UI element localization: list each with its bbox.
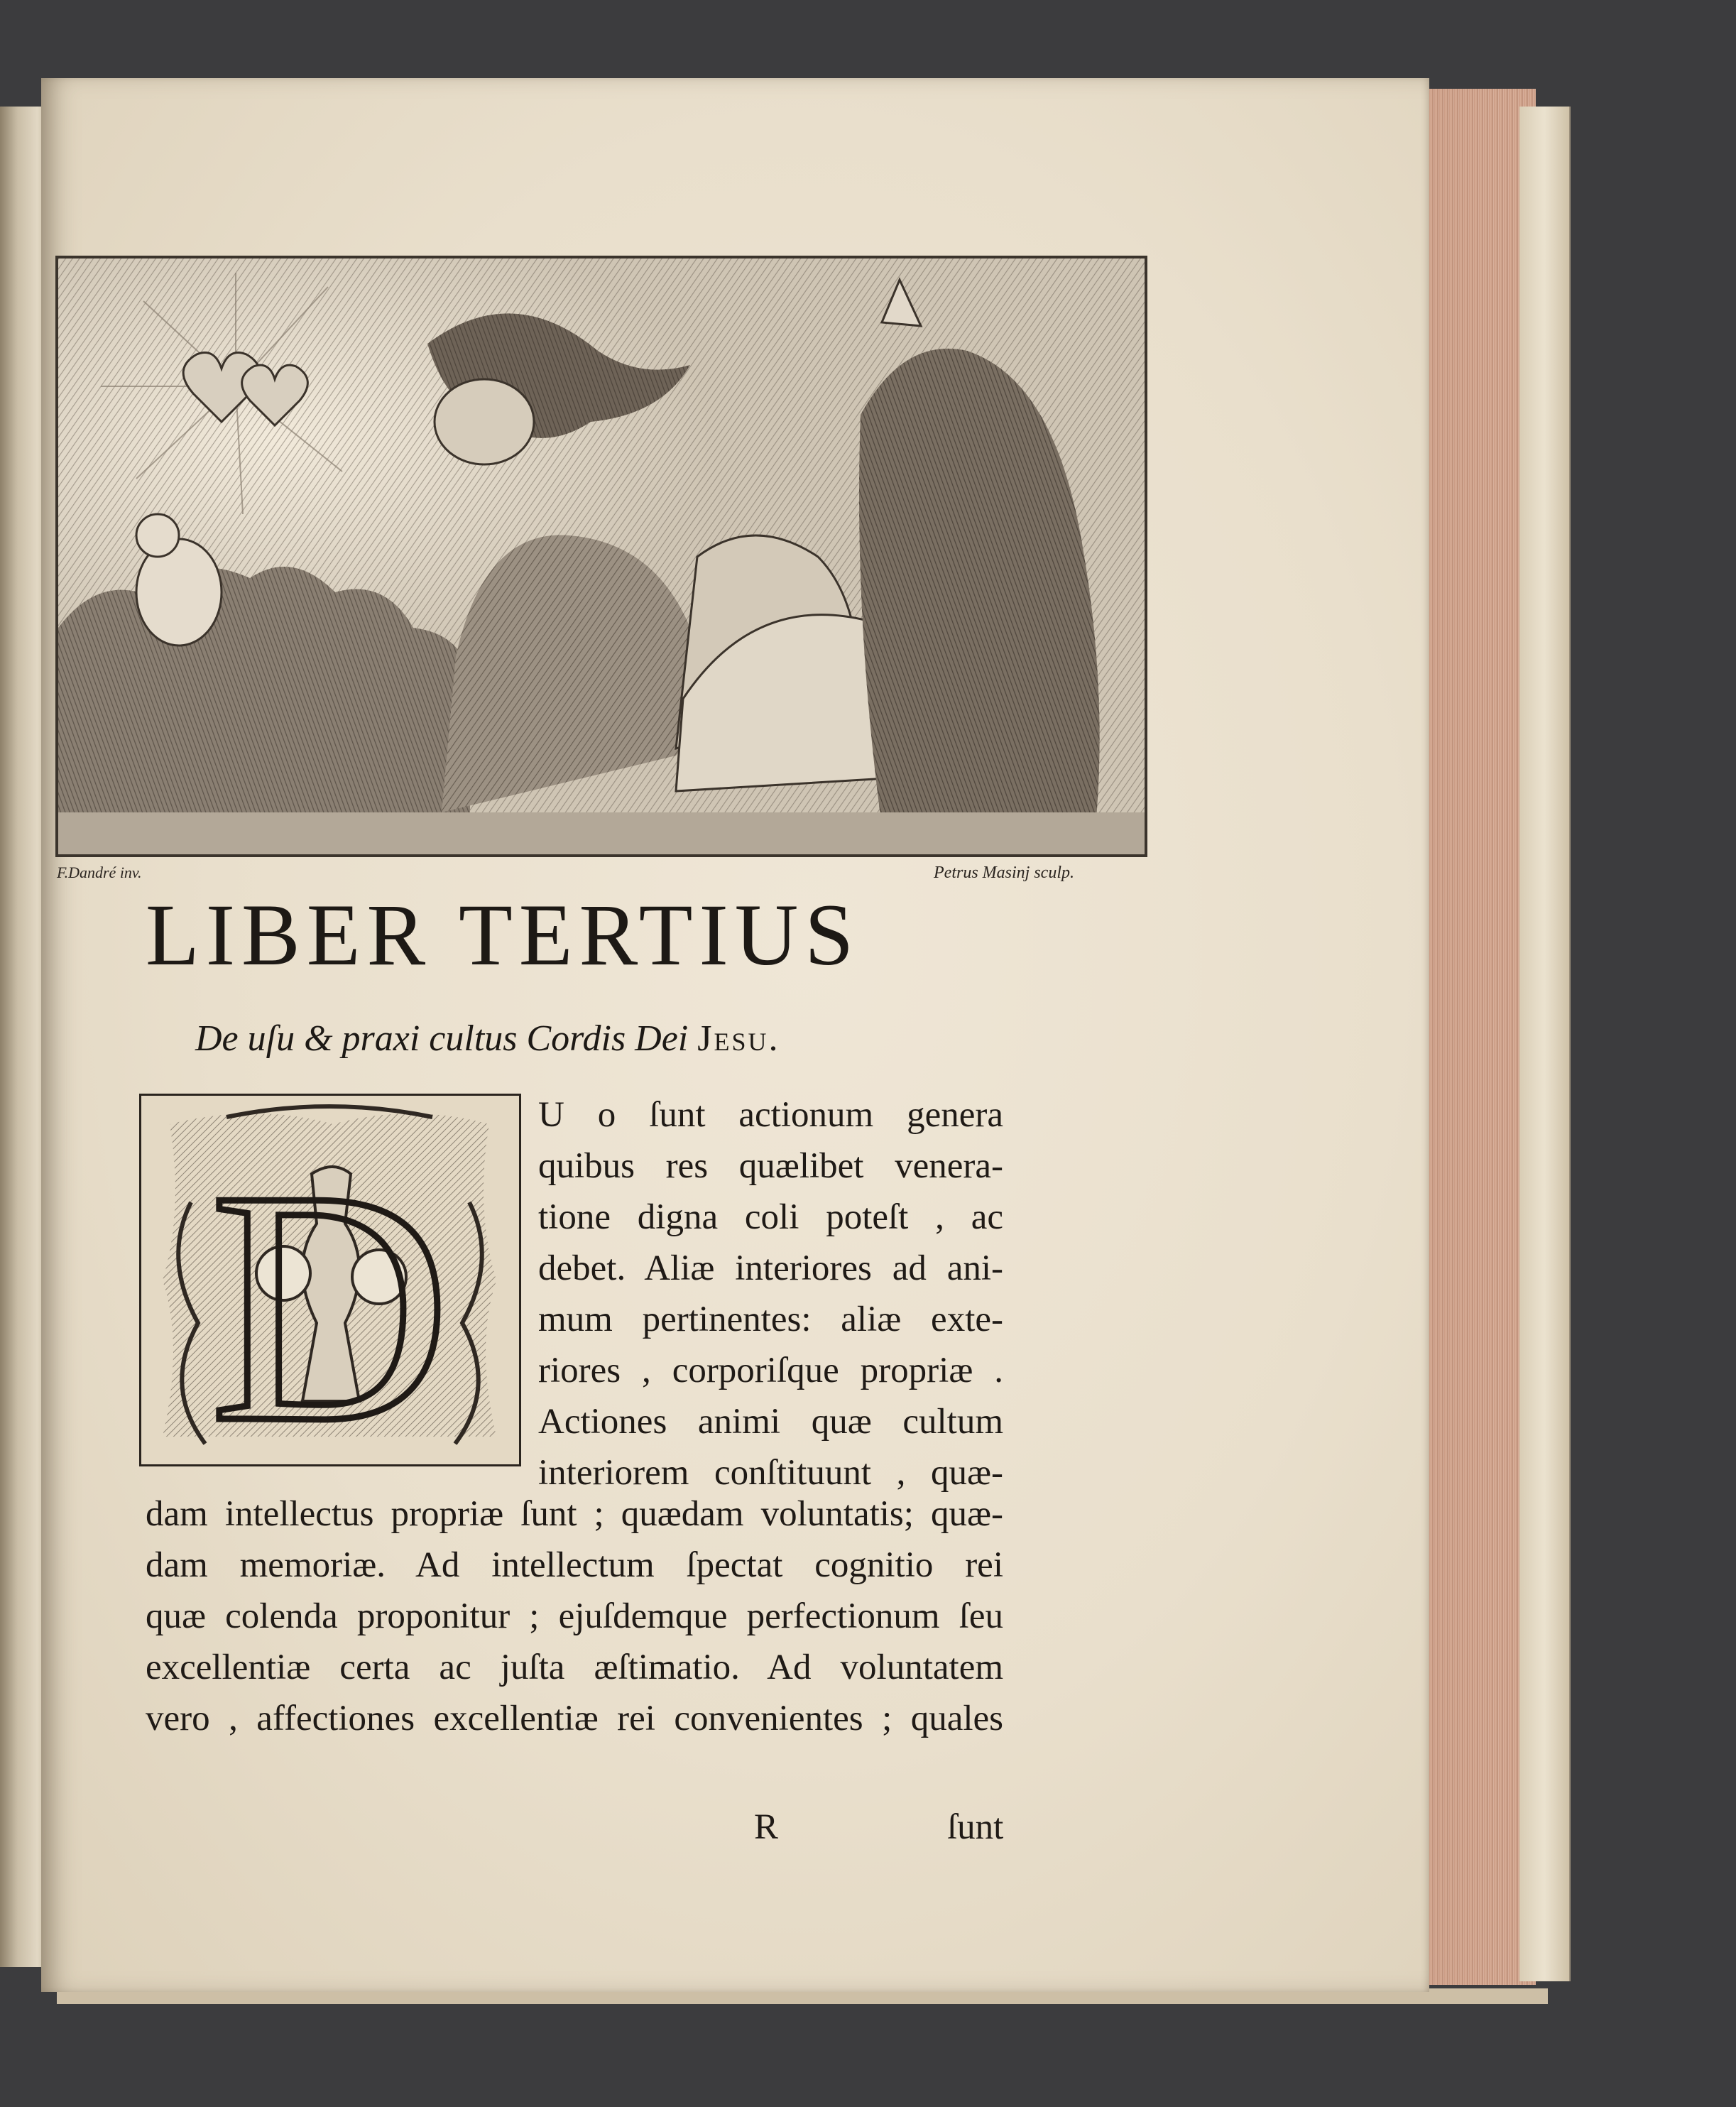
subtitle-italic: De uſu & praxi cultus Cordis Dei (195, 1018, 689, 1059)
text-block-full-width (146, 1488, 1003, 1744)
signature-mark: R (754, 1807, 779, 1847)
text-line: dam intellectus propriæ ſunt ; quædam voluntatis; quæ- (146, 1494, 1003, 1534)
book-title: LIBER TERTIUS (146, 886, 861, 984)
text-line: excellentiæ certa ac juſta æſtimatio. Ad voluntatem (146, 1648, 1003, 1687)
engraved-illustration (55, 256, 1147, 857)
text-line: dam memoriæ. Ad intellectum ſpectat cognitio rei (146, 1545, 1003, 1585)
text-line: vero , affectiones excellentiæ rei convenientes ; quales (146, 1699, 1003, 1738)
catchword: ſunt (947, 1807, 1004, 1847)
text-line: interiorem conſtituunt , quæ- (538, 1453, 1003, 1493)
book-cover-edge (1519, 107, 1571, 1981)
text-line: quæ colenda proponitur ; ejuſdemque perfectionum ſeu (146, 1596, 1003, 1636)
text-line: quibus res quælibet venera- (538, 1146, 1003, 1186)
text-line: tione digna coli poteſt , ac (538, 1197, 1003, 1237)
text-line: mum pertinentes: aliæ exte- (538, 1300, 1003, 1339)
text-line: debet. Aliæ interiores ad ani- (538, 1248, 1003, 1288)
subtitle-small-caps: Jesu. (697, 1018, 780, 1059)
engraving-inventor-credit: F.Dandré inv. (57, 864, 142, 881)
book-subtitle (195, 1018, 780, 1060)
decorated-initial (139, 1094, 521, 1466)
initial-letter: D (209, 1121, 451, 1464)
text-line: riores , corporiſque propriæ . (538, 1351, 1003, 1390)
text-column-beside-initial (538, 1089, 1003, 1498)
text-line: U o ſunt actionum genera (538, 1095, 1003, 1135)
text-line: Actiones animi quæ cultum (538, 1402, 1003, 1442)
engraving-engraver-credit: Petrus Masinj sculp. (934, 864, 1074, 882)
